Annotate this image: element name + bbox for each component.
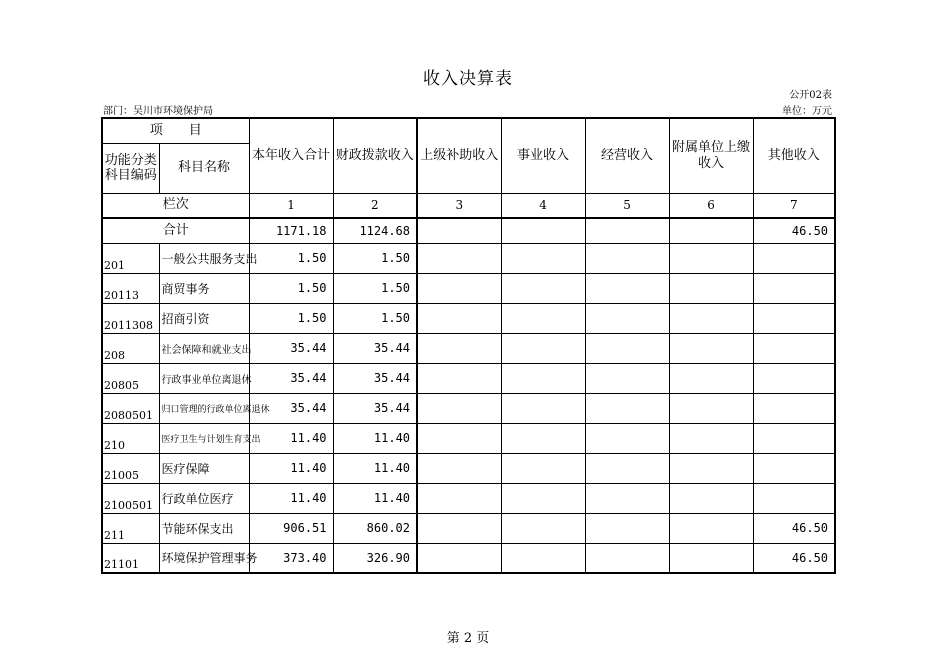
func-code-cell: 20805 <box>102 363 159 393</box>
subject-name-header: 科目名称 <box>159 143 249 193</box>
value-cell <box>417 243 501 273</box>
table-body <box>102 243 835 573</box>
value-cell <box>417 333 501 363</box>
total-label: 合计 <box>102 218 249 243</box>
value-cell <box>501 273 585 303</box>
value-cell: 11.40 <box>249 483 333 513</box>
col-operating-header: 经营收入 <box>585 118 669 193</box>
value-cell <box>585 483 669 513</box>
value-cell <box>417 303 501 333</box>
value-cell <box>753 333 835 363</box>
value-cell: 35.44 <box>333 333 417 363</box>
table-row <box>102 513 835 543</box>
table-row <box>102 333 835 363</box>
value-cell <box>753 363 835 393</box>
subject-name-cell: 归口管理的行政单位离退休 <box>159 393 249 423</box>
unit-label: 单位：万元 <box>782 106 832 117</box>
value-cell <box>501 303 585 333</box>
subject-name-cell: 社会保障和就业支出 <box>159 333 249 363</box>
subject-name-cell: 节能环保支出 <box>159 513 249 543</box>
value-cell <box>501 243 585 273</box>
func-code-cell: 2080501 <box>102 393 159 423</box>
value-cell <box>501 483 585 513</box>
value-cell: 46.50 <box>753 513 835 543</box>
form-number: 公开02表 <box>789 90 832 101</box>
func-code-cell: 210 <box>102 423 159 453</box>
col-superior-header: 上级补助收入 <box>417 118 501 193</box>
value-cell: 1.50 <box>249 303 333 333</box>
table-row <box>102 273 835 303</box>
value-cell <box>501 513 585 543</box>
value-cell <box>501 423 585 453</box>
col-business-header: 事业收入 <box>501 118 585 193</box>
value-cell <box>417 543 501 573</box>
col-index-2: 2 <box>333 193 417 218</box>
value-cell <box>585 363 669 393</box>
table-head <box>102 118 835 243</box>
value-cell: 11.40 <box>333 453 417 483</box>
table-row <box>102 453 835 483</box>
value-cell: 860.02 <box>333 513 417 543</box>
col-index-6: 6 <box>669 193 753 218</box>
value-cell <box>585 243 669 273</box>
value-cell: 1.50 <box>249 273 333 303</box>
total-value <box>501 218 585 243</box>
col-affiliated-header: 附属单位上缴收入 <box>669 118 753 193</box>
item-header: 项 目 <box>102 118 249 143</box>
col-index-7: 7 <box>753 193 835 218</box>
subject-name-cell: 招商引资 <box>159 303 249 333</box>
func-code-header: 功能分类科目编码 <box>102 143 159 193</box>
subject-name-cell: 行政事业单位离退休 <box>159 363 249 393</box>
total-value: 46.50 <box>753 218 835 243</box>
value-cell: 35.44 <box>249 393 333 423</box>
value-cell <box>669 543 753 573</box>
value-cell <box>585 513 669 543</box>
value-cell: 373.40 <box>249 543 333 573</box>
value-cell <box>417 483 501 513</box>
value-cell <box>753 243 835 273</box>
value-cell <box>669 393 753 423</box>
value-cell <box>585 453 669 483</box>
value-cell <box>585 303 669 333</box>
total-value <box>585 218 669 243</box>
value-cell <box>585 333 669 363</box>
value-cell: 11.40 <box>333 483 417 513</box>
value-cell: 1.50 <box>249 243 333 273</box>
col-index-5: 5 <box>585 193 669 218</box>
table-row <box>102 303 835 333</box>
table-row <box>102 483 835 513</box>
total-value <box>417 218 501 243</box>
table-row <box>102 393 835 423</box>
value-cell <box>501 363 585 393</box>
value-cell <box>417 513 501 543</box>
col-other-header: 其他收入 <box>753 118 835 193</box>
value-cell <box>753 423 835 453</box>
subject-name-cell: 行政单位医疗 <box>159 483 249 513</box>
value-cell <box>585 543 669 573</box>
value-cell <box>669 363 753 393</box>
col-index-1: 1 <box>249 193 333 218</box>
func-code-cell: 201 <box>102 243 159 273</box>
value-cell: 11.40 <box>249 453 333 483</box>
value-cell: 35.44 <box>249 363 333 393</box>
value-cell <box>417 273 501 303</box>
func-code-cell: 21101 <box>102 543 159 573</box>
subject-name-cell: 医疗卫生与计划生育支出 <box>159 423 249 453</box>
func-code-cell: 208 <box>102 333 159 363</box>
subject-name-cell: 商贸事务 <box>159 273 249 303</box>
value-cell <box>501 393 585 423</box>
income-statement-table <box>101 117 836 574</box>
func-code-cell: 20113 <box>102 273 159 303</box>
value-cell <box>753 483 835 513</box>
report-title: 收入决算表 <box>423 69 513 89</box>
value-cell: 11.40 <box>333 423 417 453</box>
value-cell: 1.50 <box>333 303 417 333</box>
table-row <box>102 363 835 393</box>
value-cell <box>501 453 585 483</box>
col-index-3: 3 <box>417 193 501 218</box>
value-cell: 1.50 <box>333 273 417 303</box>
value-cell: 35.44 <box>333 393 417 423</box>
table-row <box>102 543 835 573</box>
subject-name-cell: 一般公共服务支出 <box>159 243 249 273</box>
value-cell <box>753 453 835 483</box>
value-cell <box>417 363 501 393</box>
func-code-cell: 2011308 <box>102 303 159 333</box>
value-cell <box>585 273 669 303</box>
value-cell <box>417 423 501 453</box>
value-cell <box>669 453 753 483</box>
value-cell <box>669 423 753 453</box>
value-cell: 46.50 <box>753 543 835 573</box>
total-value: 1171.18 <box>249 218 333 243</box>
total-value: 1124.68 <box>333 218 417 243</box>
value-cell: 906.51 <box>249 513 333 543</box>
value-cell <box>753 393 835 423</box>
value-cell <box>753 273 835 303</box>
table-row <box>102 423 835 453</box>
col-index-4: 4 <box>501 193 585 218</box>
value-cell <box>417 393 501 423</box>
value-cell <box>501 333 585 363</box>
value-cell <box>753 303 835 333</box>
value-cell: 1.50 <box>333 243 417 273</box>
col-fiscal-header: 财政拨款收入 <box>333 118 417 193</box>
col-total-header: 本年收入合计 <box>249 118 333 193</box>
col-index-label: 栏次 <box>102 193 249 218</box>
value-cell <box>669 303 753 333</box>
total-value <box>669 218 753 243</box>
func-code-cell: 2100501 <box>102 483 159 513</box>
value-cell: 326.90 <box>333 543 417 573</box>
value-cell <box>669 483 753 513</box>
value-cell: 11.40 <box>249 423 333 453</box>
value-cell <box>585 393 669 423</box>
value-cell <box>585 423 669 453</box>
table-row <box>102 243 835 273</box>
value-cell: 35.44 <box>249 333 333 363</box>
subject-name-cell: 医疗保障 <box>159 453 249 483</box>
value-cell <box>669 243 753 273</box>
func-code-cell: 21005 <box>102 453 159 483</box>
value-cell <box>669 333 753 363</box>
page-number: 第 2 页 <box>446 631 490 646</box>
func-code-cell: 211 <box>102 513 159 543</box>
department-label: 部门：吴川市环境保护局 <box>103 106 213 117</box>
value-cell: 35.44 <box>333 363 417 393</box>
value-cell <box>501 543 585 573</box>
value-cell <box>669 513 753 543</box>
value-cell <box>669 273 753 303</box>
subject-name-cell: 环境保护管理事务 <box>159 543 249 573</box>
value-cell <box>417 453 501 483</box>
